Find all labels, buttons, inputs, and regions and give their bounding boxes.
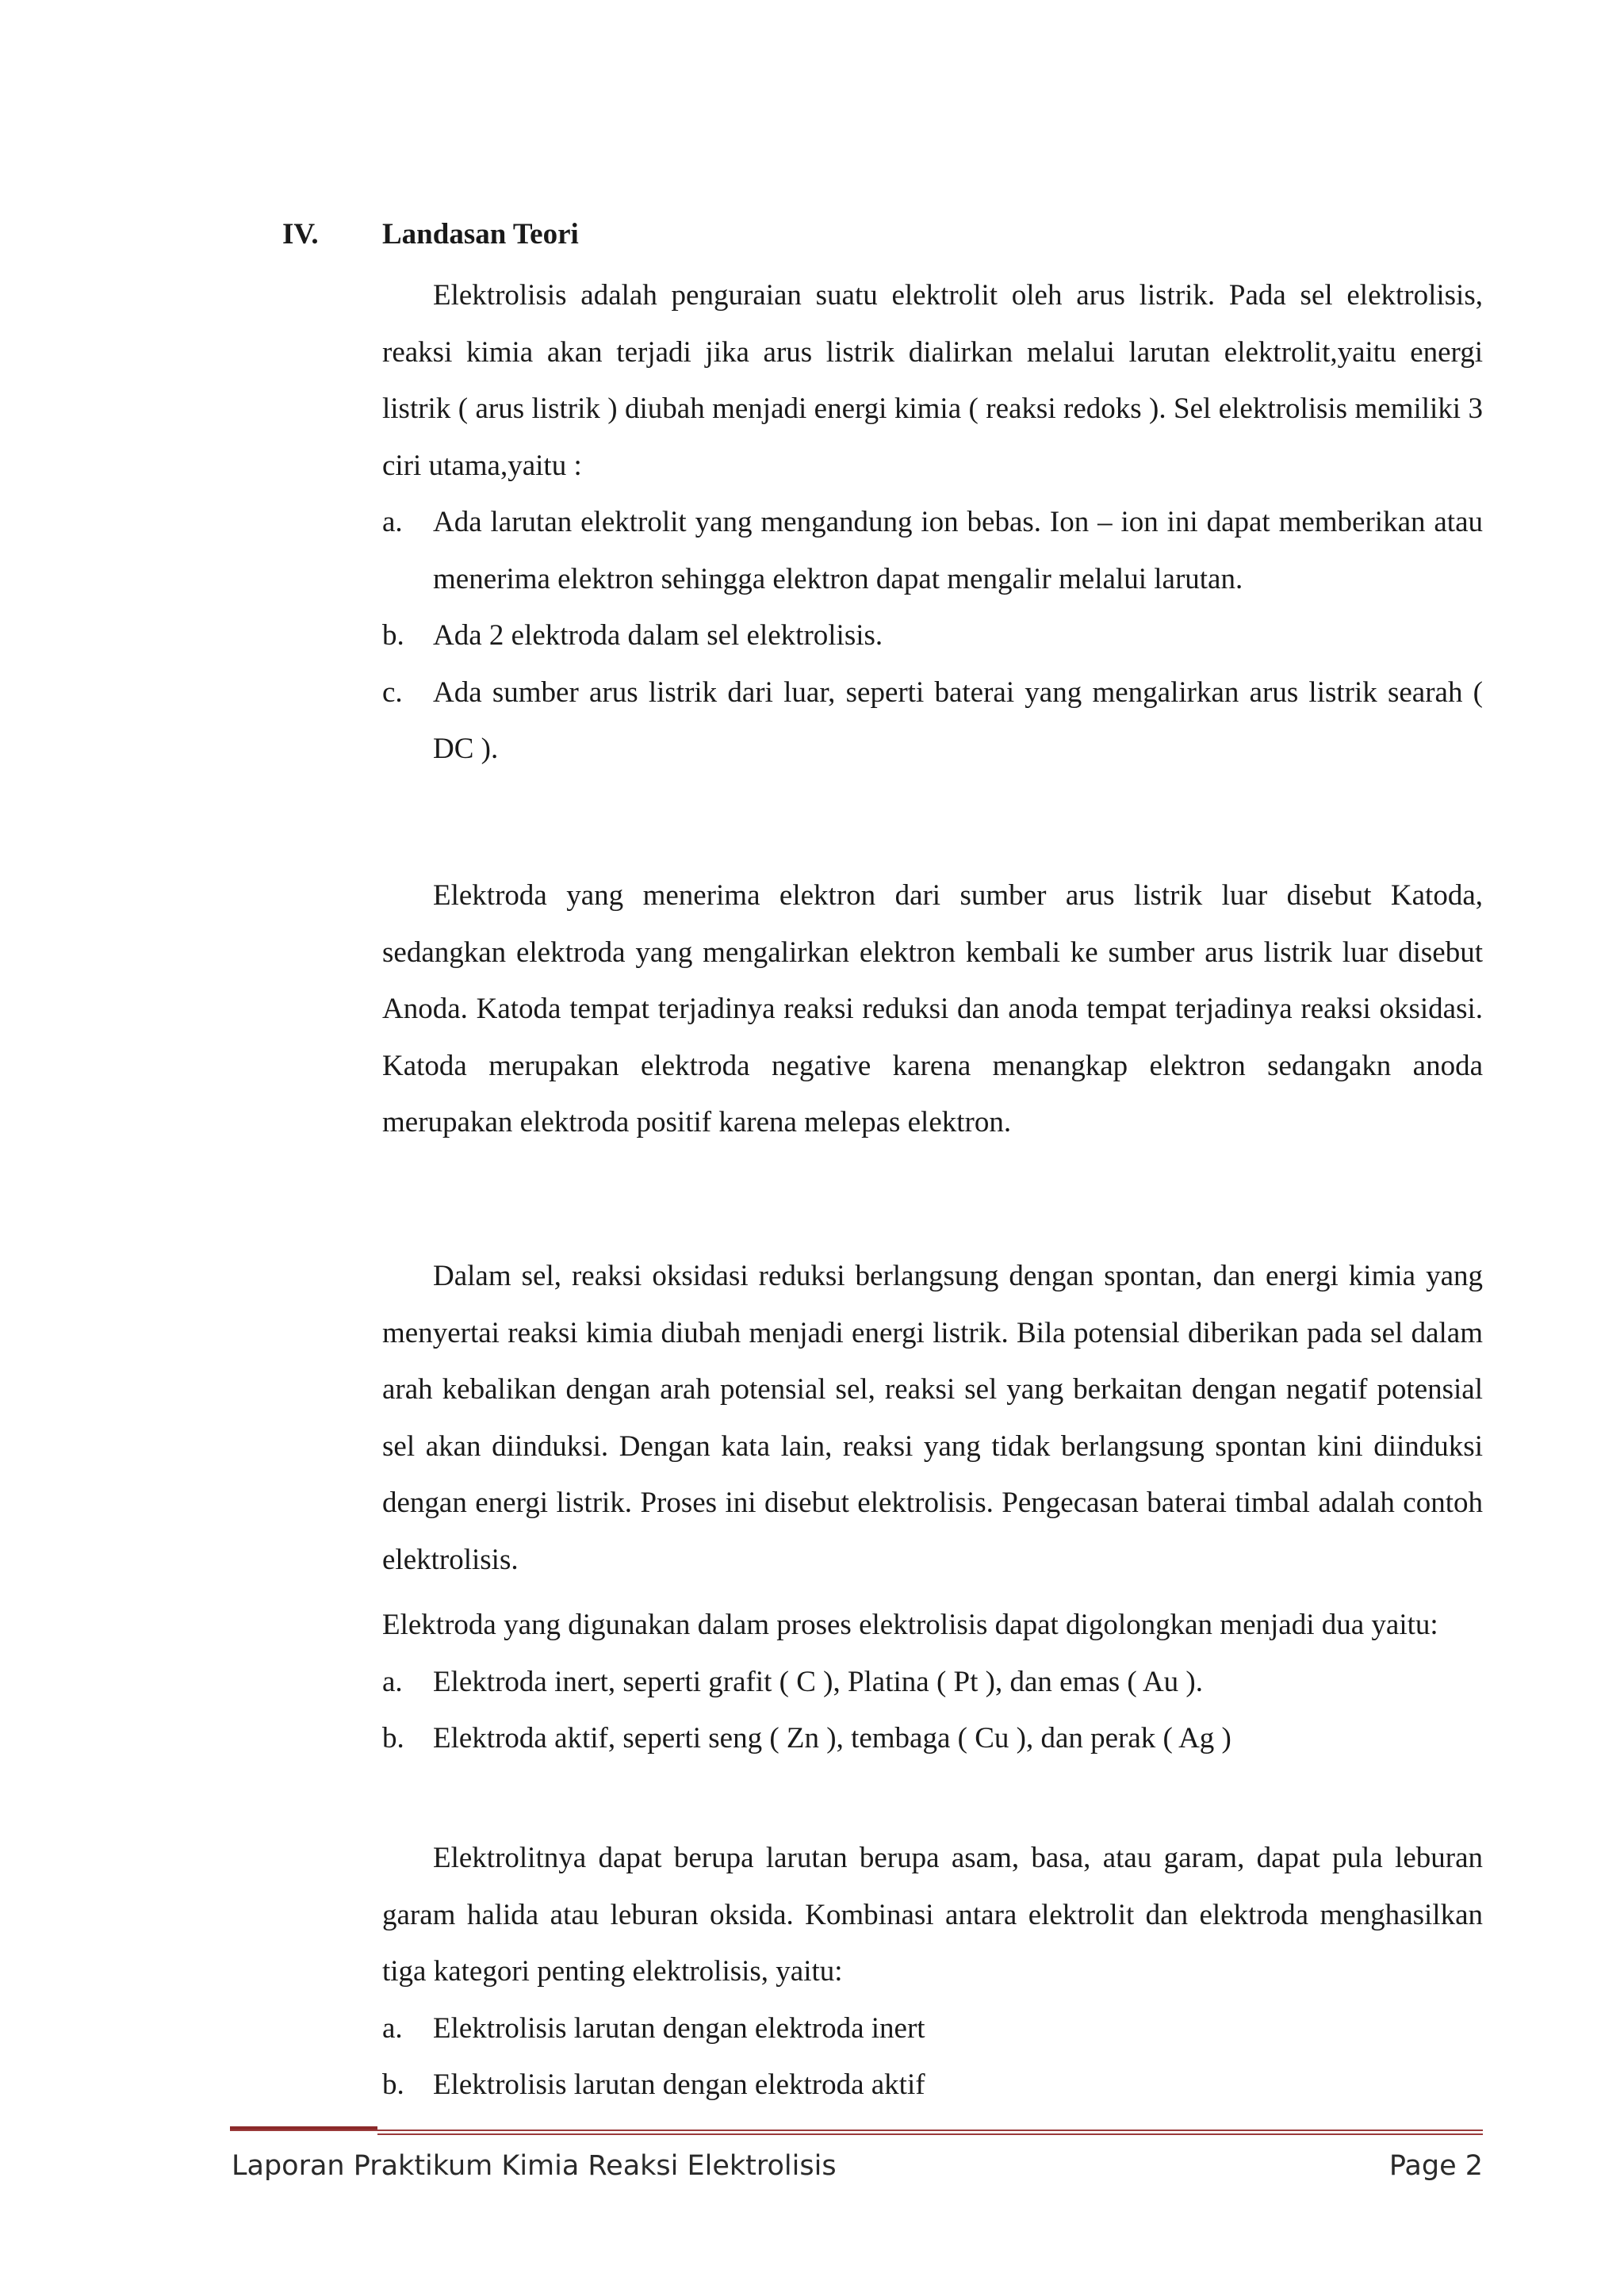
body-block-2 <box>382 867 1483 1151</box>
page-number: Page 2 <box>1388 2150 1483 2182</box>
list-item-text: Elektroda inert, seperti grafit ( C ), Platina ( Pt ), dan emas ( Au ). <box>433 1665 1203 1698</box>
list-marker: a. <box>382 1665 403 1698</box>
body-block-5 <box>382 1830 1483 2114</box>
list-jenis-elektroda <box>382 1654 1483 1767</box>
list-item <box>382 1710 1483 1767</box>
paragraph-5: Elektrolitnya dapat berupa larutan berupa asam, basa, atau garam, dapat pula leburan garam halida atau leburan oksida. Kombinasi antara elektrolit dan elektroda menghasilkan tiga kategori penting elektrolisis, yaitu: <box>382 1842 1483 1988</box>
list-item-text: Elektrolisis larutan dengan elektroda inert <box>433 2011 925 2045</box>
page-footer <box>232 2150 1483 2190</box>
list-item <box>382 664 1483 778</box>
list-marker: a. <box>382 506 403 538</box>
list-item <box>382 607 1483 664</box>
footer-divider <box>230 2126 1483 2136</box>
paragraph-3: Dalam sel, reaksi oksidasi reduksi berlangsung dengan spontan, dan energi kimia yang menyertai reaksi kimia diubah menjadi energi listrik. Bila potensial diberikan pada sel dalam arah kebalikan dengan arah potensial sel, reaksi sel yang berkaitan dengan negatif potensial sel akan diinduksi. Dengan kata lain, reaksi yang tidak berlangsung spontan kini diinduksi dengan energi listrik. Proses ini disebut elektrolisis. Pengecasan baterai timbal adalah contoh elektrolisis. <box>382 1260 1483 1576</box>
list-item <box>382 2057 1483 2114</box>
body-block-3 <box>382 1248 1483 1588</box>
list-marker: a. <box>382 2011 403 2045</box>
list-kategori-elektrolisis <box>382 2000 1483 2114</box>
list-item-text: Elektrolisis larutan dengan elektroda aktif <box>433 2068 925 2101</box>
section-number: IV. <box>282 218 319 251</box>
list-marker: b. <box>382 2068 404 2101</box>
section-title: Landasan Teori <box>382 218 579 251</box>
list-item <box>382 494 1483 607</box>
list-marker: b. <box>382 1722 404 1755</box>
body-block-4 <box>382 1597 1483 1767</box>
list-item <box>382 1654 1483 1711</box>
list-marker: b. <box>382 619 404 652</box>
paragraph-4: Elektroda yang digunakan dalam proses elektrolisis dapat digolongkan menjadi dua yaitu: <box>382 1609 1438 1641</box>
list-item-text: Ada sumber arus listrik dari luar, seperti baterai yang mengalirkan arus listrik searah ( DC ). <box>433 675 1483 765</box>
paragraph-1: Elektrolisis adalah penguraian suatu elektrolit oleh arus listrik. Pada sel elektrolisis, reaksi kimia akan terjadi jika arus listrik dialirkan melalui larutan elektrolit,yaitu energi listrik ( arus listrik ) diubah menjadi energi kimia ( reaksi redoks ). Sel elektrolisis memiliki 3 ciri utama,yaitu : <box>382 279 1483 482</box>
list-item-text: Ada larutan elektrolit yang mengandung ion bebas. Ion – ion ini dapat memberikan atau menerima elektron sehingga elektron dapat mengalir melalui larutan. <box>433 506 1483 595</box>
list-item <box>382 2000 1483 2057</box>
footer-title: Laporan Praktikum Kimia Reaksi Elektrolisis <box>232 2150 837 2182</box>
footer-divider-line <box>230 2130 1483 2131</box>
list-item-text: Ada 2 elektroda dalam sel elektrolisis. <box>433 619 883 652</box>
list-marker: c. <box>382 675 403 709</box>
list-ciri-utama <box>382 494 1483 778</box>
list-item-text: Elektroda aktif, seperti seng ( Zn ), tembaga ( Cu ), dan perak ( Ag ) <box>433 1722 1231 1755</box>
body-block-1 <box>382 267 1483 778</box>
footer-divider-line <box>377 2133 1483 2135</box>
paragraph-2: Elektroda yang menerima elektron dari sumber arus listrik luar disebut Katoda, sedangkan elektroda yang mengalirkan elektron kembali ke sumber arus listrik luar disebut Anoda. Katoda tempat terjadinya reaksi reduksi dan anoda tempat terjadinya reaksi oksidasi. Katoda merupakan elektroda negative karena menangkap elektron sedangakn anoda merupakan elektroda positif karena melepas elektron. <box>382 879 1483 1138</box>
